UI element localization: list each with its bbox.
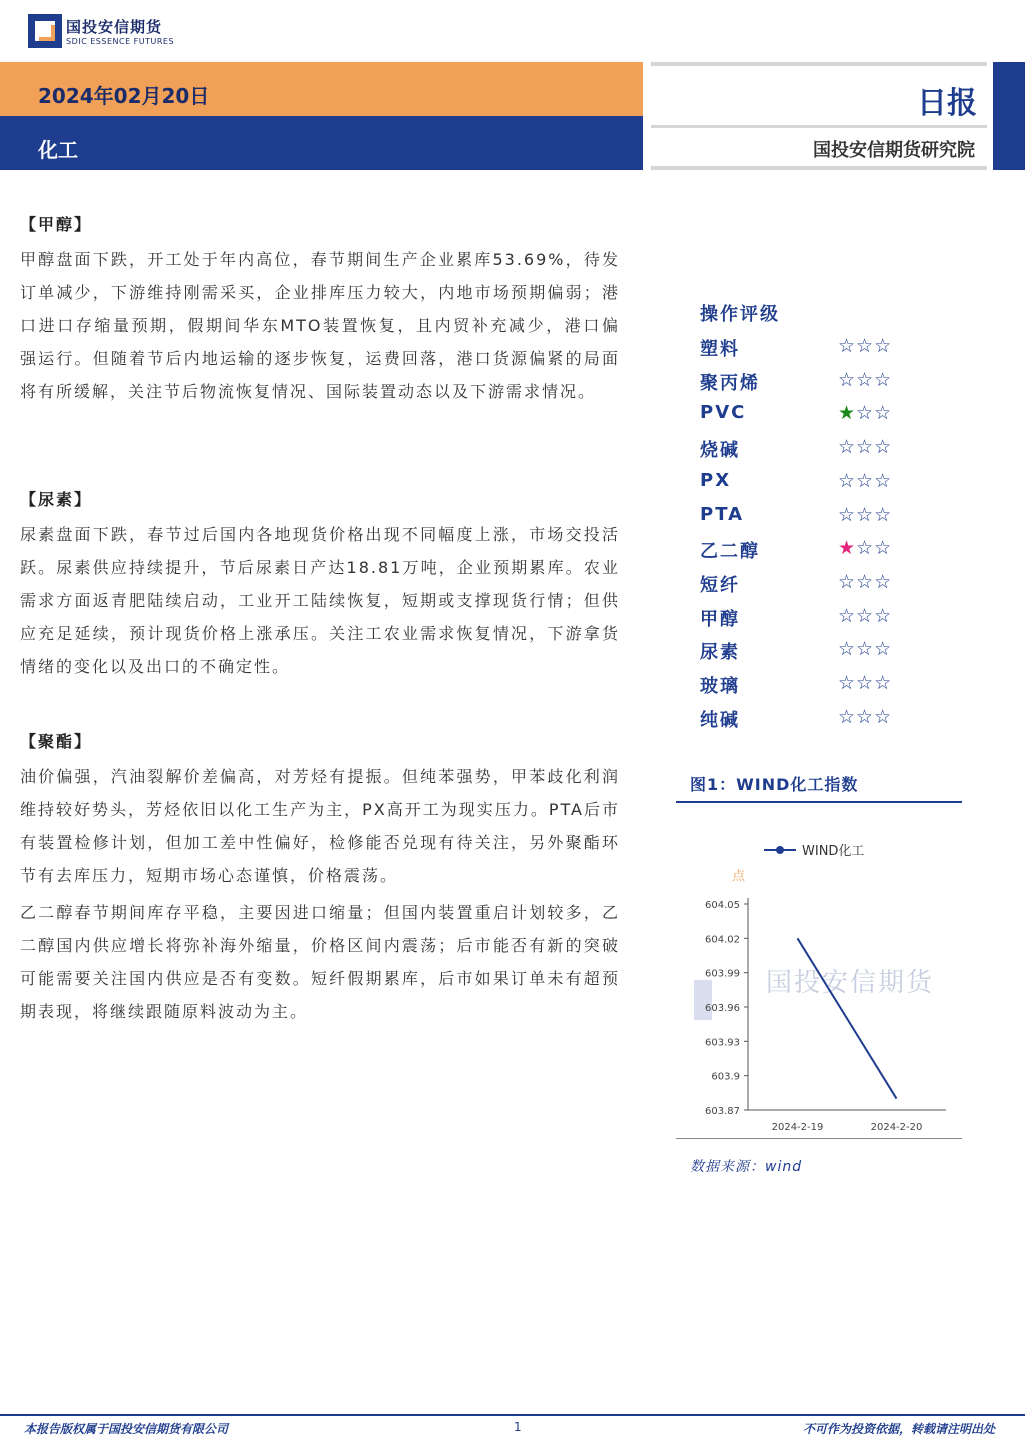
header-accent-strip bbox=[993, 62, 1025, 170]
empty-star-icon: ☆ bbox=[856, 368, 875, 391]
rating-row bbox=[700, 672, 920, 702]
x-tick-label: 2024-2-20 bbox=[870, 1122, 923, 1133]
empty-star-icon: ☆ bbox=[874, 570, 893, 593]
rating-stars-icon bbox=[838, 470, 892, 492]
empty-star-icon: ☆ bbox=[874, 436, 893, 459]
rating-row bbox=[700, 335, 920, 365]
rating-product-name: 玻璃 bbox=[700, 676, 740, 697]
x-tick-label: 2024-2-19 bbox=[771, 1122, 824, 1133]
section-title-urea: 【尿素】 bbox=[20, 490, 93, 509]
empty-star-icon: ☆ bbox=[856, 537, 875, 560]
rating-stars-icon bbox=[838, 571, 892, 593]
y-tick-label: 603.96 bbox=[705, 1003, 740, 1014]
sector-banner bbox=[0, 116, 643, 170]
filled-star-icon: ★ bbox=[838, 402, 857, 425]
legend-label: WIND化工 bbox=[802, 844, 865, 859]
empty-star-icon: ☆ bbox=[874, 368, 893, 391]
empty-star-icon: ☆ bbox=[838, 638, 857, 661]
figure-bottom-rule bbox=[676, 1138, 962, 1139]
report-type-title: 日报 bbox=[917, 86, 977, 121]
rating-stars-icon bbox=[838, 672, 892, 694]
empty-star-icon: ☆ bbox=[874, 638, 893, 661]
footer-copyright: 本报告版权属于国投安信期货有限公司 bbox=[24, 1422, 229, 1436]
empty-star-icon: ☆ bbox=[838, 469, 857, 492]
empty-star-icon: ☆ bbox=[874, 335, 893, 357]
empty-star-icon: ☆ bbox=[838, 335, 857, 357]
rating-product-name: PVC bbox=[700, 402, 747, 424]
empty-star-icon: ☆ bbox=[856, 436, 875, 459]
rating-stars-icon bbox=[838, 369, 892, 391]
empty-star-icon: ☆ bbox=[838, 436, 857, 459]
rating-row bbox=[700, 537, 920, 567]
empty-star-icon: ☆ bbox=[838, 604, 857, 627]
empty-star-icon: ☆ bbox=[856, 638, 875, 661]
empty-star-icon: ☆ bbox=[856, 672, 875, 694]
figure-source: 数据来源：wind bbox=[690, 1159, 803, 1175]
rating-stars-icon bbox=[838, 706, 892, 728]
empty-star-icon: ☆ bbox=[856, 335, 875, 357]
y-tick-label: 603.99 bbox=[705, 968, 740, 980]
rating-row bbox=[700, 369, 920, 399]
empty-star-icon: ☆ bbox=[838, 503, 857, 526]
rating-panel-title: 操作评级 bbox=[700, 304, 780, 325]
report-date: 2024年02月20日 bbox=[38, 84, 210, 108]
rating-stars-icon bbox=[838, 605, 892, 627]
section-title-polyester: 【聚酯】 bbox=[20, 732, 93, 751]
y-tick-label: 604.02 bbox=[705, 934, 740, 946]
section-paragraph-methanol: 甲醇盘面下跌，开工处于年内高位，春节期间生产企业累库53.69%，待发订单减少，下游维持刚需采买，企业排库压力较大，内地市场预期偏弱；港口进口存缩量预期，假期间华东MTO装置恢复，且内贸补充减少，港口偏强运行。但随着节后内地运输的逐步恢复，运费回落，港口货源偏紧的局面将有所缓解，关注节后物流恢复情况、国际装置动态以及下游需求情况。 bbox=[20, 250, 620, 401]
rating-stars-icon bbox=[838, 638, 892, 660]
wind-chem-index-chart bbox=[676, 808, 962, 1136]
rating-product-name: 短纤 bbox=[700, 574, 740, 596]
figure-title: 图1：WIND化工指数 bbox=[690, 775, 859, 794]
rating-product-name: PX bbox=[700, 469, 732, 491]
rating-row bbox=[700, 605, 920, 635]
rating-product-name: PTA bbox=[700, 503, 745, 525]
y-axis-unit: 点 bbox=[732, 869, 746, 884]
report-sector: 化工 bbox=[38, 138, 78, 162]
empty-star-icon: ☆ bbox=[838, 705, 857, 728]
empty-star-icon: ☆ bbox=[838, 672, 857, 694]
logo-chinese-name: 国投安信期货 bbox=[66, 18, 163, 36]
rating-product-name: 聚丙烯 bbox=[700, 372, 760, 394]
y-tick-label: 603.93 bbox=[705, 1037, 740, 1049]
rating-product-name: 烧碱 bbox=[700, 440, 740, 462]
watermark-logo-icon bbox=[694, 980, 712, 1020]
empty-star-icon: ☆ bbox=[856, 402, 875, 425]
empty-star-icon: ☆ bbox=[856, 503, 875, 526]
empty-star-icon: ☆ bbox=[874, 672, 893, 694]
rating-row bbox=[700, 638, 920, 668]
rating-stars-icon bbox=[838, 402, 892, 424]
empty-star-icon: ☆ bbox=[856, 705, 875, 728]
header-divider bbox=[651, 125, 987, 128]
rating-stars-icon bbox=[838, 335, 892, 357]
section-paragraph-meg: 乙二醇春节期间库存平稳，主要因进口缩量；但国内装置重启计划较多，乙二醇国内供应增长将弥补海外缩量，价格区间内震荡；后市能否有新的突破可能需要关注国内供应是否有变数。短纤假期累库，后市如果订单未有超预期表现，将继续跟随原料波动为主。 bbox=[20, 903, 620, 1021]
section-paragraph-polyester: 油价偏强，汽油裂解价差偏高，对芳烃有提振。但纯苯强势，甲苯歧化利润维持较好势头，芳烃依旧以化工生产为主，PX高开工为现实压力。PTA后市有装置检修计划，但加工差中性偏好，检修能否兑现有待关注，另外聚酯环节有去库压力，短期市场心态谨慎，价格震荡。 bbox=[20, 767, 620, 885]
y-tick-label: 604.05 bbox=[705, 900, 740, 911]
rating-product-name: 尿素 bbox=[700, 642, 740, 664]
section-title-methanol: 【甲醇】 bbox=[20, 215, 93, 234]
empty-star-icon: ☆ bbox=[838, 368, 857, 391]
empty-star-icon: ☆ bbox=[874, 402, 893, 425]
rating-row bbox=[700, 571, 920, 601]
rating-row bbox=[700, 706, 920, 736]
footer-disclaimer: 不可作为投资依据，转载请注明出处 bbox=[802, 1422, 995, 1436]
rating-product-name: 塑料 bbox=[700, 339, 740, 360]
logo-english-name: SDIC ESSENCE FUTURES bbox=[66, 37, 175, 46]
header-divider bbox=[651, 62, 987, 66]
empty-star-icon: ☆ bbox=[838, 570, 857, 593]
rating-product-name: 纯碱 bbox=[700, 709, 740, 731]
footer-page-number: 1 bbox=[514, 1420, 522, 1434]
figure-title-rule bbox=[676, 801, 962, 803]
empty-star-icon: ☆ bbox=[874, 537, 893, 560]
empty-star-icon: ☆ bbox=[874, 604, 893, 627]
section-paragraph-urea: 尿素盘面下跌，春节过后国内各地现货价格出现不同幅度上涨，市场交投活跃。尿素供应持续提升，节后尿素日产达18.81万吨，企业预期累库。农业需求方面返青肥陆续启动，工业开工陆续恢复，短期或支撑现货行情；但供应充足延续，预计现货价格上涨承压。关注工农业需求恢复情况，下游拿货情绪的变化以及出口的不确定性。 bbox=[20, 525, 620, 676]
empty-star-icon: ☆ bbox=[874, 705, 893, 728]
rating-product-name: 乙二醇 bbox=[700, 541, 760, 563]
rating-row bbox=[700, 504, 920, 534]
filled-star-icon: ★ bbox=[838, 537, 857, 560]
rating-product-name: 甲醇 bbox=[700, 608, 740, 630]
empty-star-icon: ☆ bbox=[856, 604, 875, 627]
empty-star-icon: ☆ bbox=[874, 503, 893, 526]
rating-stars-icon bbox=[838, 537, 892, 559]
empty-star-icon: ☆ bbox=[874, 469, 893, 492]
y-tick-label: 603.87 bbox=[705, 1106, 740, 1117]
y-tick-label: 603.9 bbox=[711, 1071, 740, 1083]
footer-rule bbox=[0, 1414, 1025, 1416]
rating-row bbox=[700, 470, 920, 500]
rating-row bbox=[700, 436, 920, 466]
empty-star-icon: ☆ bbox=[856, 469, 875, 492]
rating-stars-icon bbox=[838, 504, 892, 526]
institute-name: 国投安信期货研究院 bbox=[813, 140, 975, 161]
series-line-wind-chem bbox=[798, 938, 897, 1098]
chart-watermark: 国投安信期货 bbox=[766, 968, 935, 998]
empty-star-icon: ☆ bbox=[856, 570, 875, 593]
company-logo-icon bbox=[28, 14, 62, 48]
legend-marker bbox=[776, 846, 784, 854]
rating-row bbox=[700, 402, 920, 432]
rating-stars-icon bbox=[838, 436, 892, 458]
header-divider bbox=[651, 166, 987, 170]
